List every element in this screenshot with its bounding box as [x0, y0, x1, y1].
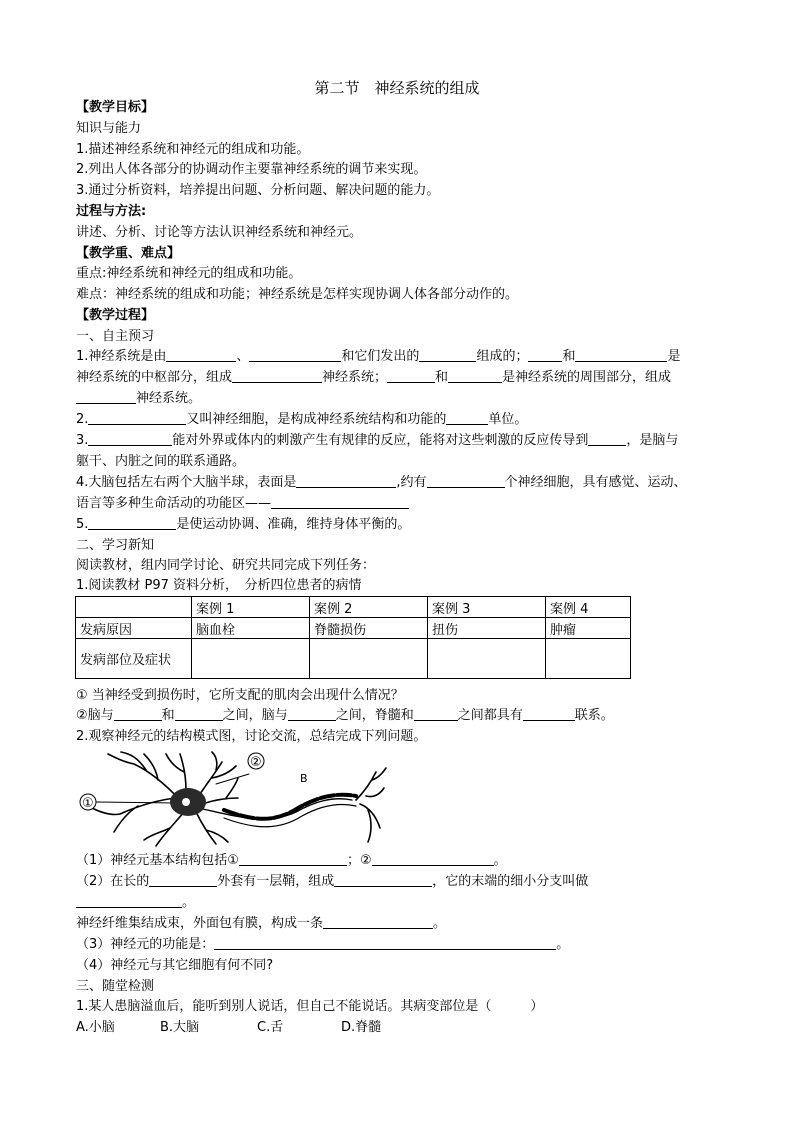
case-question-1: ① 当神经受到损伤时，它所支配的肌肉会出现什么情况？: [76, 688, 404, 703]
table-cell-answer[interactable]: [428, 639, 546, 679]
neuron-diagram: [76, 750, 388, 848]
reading-instruction: 阅读教材，组内同学讨论、研究共同完成下列任务：: [76, 558, 376, 573]
blank[interactable]: [323, 915, 433, 929]
blank[interactable]: [76, 894, 182, 908]
table-cell-answer[interactable]: [192, 639, 310, 679]
process-method-text: 讲述、分析、讨论等方法认识神经系统和神经元。: [76, 225, 363, 240]
table-cell: 肿瘤: [546, 618, 631, 639]
table-header-cell: [76, 597, 192, 618]
table-row: [76, 618, 631, 639]
blank[interactable]: [239, 852, 347, 866]
label-b: B: [300, 772, 308, 785]
question-4-line-1: 4.大脑包括左右两个大脑半球，表面是 ,约有 个神经细胞，具有感觉、运动、: [76, 475, 687, 490]
knowledge-subheading: 知识与能力: [76, 121, 142, 136]
label-pointer-1: [96, 802, 176, 803]
blank[interactable]: [446, 411, 488, 425]
task-1-text: 1.阅读教材 P97 资料分析， 分析四位患者的病情: [76, 578, 362, 593]
blank[interactable]: [334, 873, 432, 887]
task-2-text: 2.观察神经元的结构模式图，讨论交流，总结完成下列问题。: [76, 729, 427, 744]
test-question-1: 1.某人患脑溢血后，能听到别人说话，但自己不能说话。其病变部位是（ ）: [76, 999, 544, 1014]
table-cell: 脊髓损伤: [310, 618, 428, 639]
blank[interactable]: [427, 474, 505, 488]
section-3-heading: 三、随堂检测: [76, 979, 155, 994]
table-cell: 发病原因: [76, 618, 192, 639]
blank[interactable]: [232, 369, 322, 383]
blank[interactable]: [114, 707, 162, 721]
nucleus: [182, 798, 190, 806]
label-2: ②: [250, 755, 262, 770]
neuron-question-2-cont: 。: [76, 894, 195, 911]
question-5: 5. 是使运动协调、准确，维持身体平衡的。: [76, 517, 411, 532]
option-b[interactable]: B.大脑: [160, 1020, 200, 1035]
table-cell: 扭伤: [428, 618, 546, 639]
blank[interactable]: [414, 707, 458, 721]
table-header-cell: 案例 3: [428, 597, 546, 618]
question-1-line-2: 神经系统的中枢部分，组成 神经系统； 和 是神经系统的周围部分，组成: [76, 370, 672, 385]
blank[interactable]: [149, 873, 217, 887]
option-c[interactable]: C.舌: [257, 1020, 284, 1035]
question-3-line-1: 3. 能对外界或体内的刺激产生有规律的反应，能将对这些刺激的反应传导到 ，是脑与: [76, 433, 679, 448]
dendrite: [202, 778, 238, 804]
key-point-text: 重点:神经系统和神经元的组成和功能。: [76, 266, 302, 281]
axon-terminal: [356, 768, 386, 842]
dendrite: [144, 812, 184, 846]
case-table: [75, 596, 631, 679]
dendrite: [196, 812, 228, 844]
blank[interactable]: [448, 369, 502, 383]
question-4-line-2: 语言等多种生命活动的功能区——: [76, 495, 409, 512]
blank[interactable]: [372, 852, 494, 866]
difficult-point-text: 难点：神经系统的组成和功能；神经系统是怎样实现协调人体各部分动作的。: [76, 287, 519, 302]
neuron-question-2: （2）在长的 外套有一层鞘，组成 ，它的末端的细小分支叫做: [76, 874, 589, 889]
section-1-heading: 一、自主预习: [76, 329, 155, 344]
blank[interactable]: [166, 348, 236, 362]
blank[interactable]: [296, 474, 396, 488]
table-cell-answer[interactable]: [310, 639, 428, 679]
objective-item-1: 1.描述神经系统和神经元的组成和功能。: [76, 142, 310, 157]
option-d[interactable]: D.脊髓: [341, 1020, 382, 1035]
objective-item-3: 3.通过分析资料，培养提出问题、分析问题、解决问题的能力。: [76, 183, 440, 198]
neuron-question-3: （3）神经元的功能是： 。: [76, 937, 570, 952]
label-1: ①: [82, 796, 94, 811]
table-cell: 脑血栓: [192, 618, 310, 639]
objectives-heading: 【教学目标】: [76, 100, 155, 115]
table-header-row: [76, 597, 631, 618]
table-header-cell: 案例 1: [192, 597, 310, 618]
dendrite: [166, 754, 186, 790]
blank[interactable]: [588, 432, 626, 446]
dendrite: [200, 752, 236, 794]
question-2: 2. 又叫神经细胞，是构成神经系统结构和功能的 单位。: [76, 412, 528, 427]
question-3-line-2: 躯干、内脏之间的联系通路。: [76, 454, 246, 469]
option-a[interactable]: A.小脑: [76, 1020, 115, 1035]
table-cell: 发病部位及症状: [76, 639, 192, 679]
table-row: [76, 639, 631, 679]
test-options: [76, 1019, 381, 1036]
blank[interactable]: [76, 390, 136, 404]
section-2-heading: 二、学习新知: [76, 538, 155, 553]
teaching-process-heading: 【教学过程】: [76, 308, 155, 323]
neuron-question-4: （4）神经元与其它细胞有何不同?: [76, 958, 274, 973]
question-1-line-1: 1.神经系统是由 、 和它们发出的 组成的； 和 是: [76, 349, 681, 364]
blank[interactable]: [249, 348, 341, 362]
neuron-question-1: （1）神经元基本结构包括① ；② 。: [76, 853, 507, 868]
nerve-fiber-text: 神经纤维集结成束，外面包有膜，构成一条 。: [76, 916, 447, 931]
page-title: 第二节 神经系统的组成: [314, 79, 480, 97]
blank[interactable]: [175, 707, 223, 721]
blank[interactable]: [214, 936, 556, 950]
blank[interactable]: [387, 369, 435, 383]
blank[interactable]: [88, 411, 186, 425]
process-method-heading: 过程与方法:: [76, 204, 147, 219]
blank[interactable]: [575, 348, 667, 362]
blank[interactable]: [523, 707, 575, 721]
blank[interactable]: [88, 432, 172, 446]
table-header-cell: 案例 2: [310, 597, 428, 618]
table-cell-answer[interactable]: [546, 639, 631, 679]
table-header-cell: 案例 4: [546, 597, 631, 618]
blank[interactable]: [288, 707, 336, 721]
question-1-line-3: 神经系统。: [76, 390, 201, 407]
objective-item-2: 2.列出人体各部分的协调动作主要靠神经系统的调节来实现。: [76, 162, 427, 177]
blank[interactable]: [419, 348, 476, 362]
blank[interactable]: [88, 516, 176, 530]
blank[interactable]: [528, 348, 562, 362]
case-question-2: ②脑与 和 之间，脑与 之间，脊髓和 之间都具有 联系。: [76, 708, 614, 723]
key-points-heading: 【教学重、难点】: [76, 246, 181, 261]
blank[interactable]: [271, 495, 409, 509]
